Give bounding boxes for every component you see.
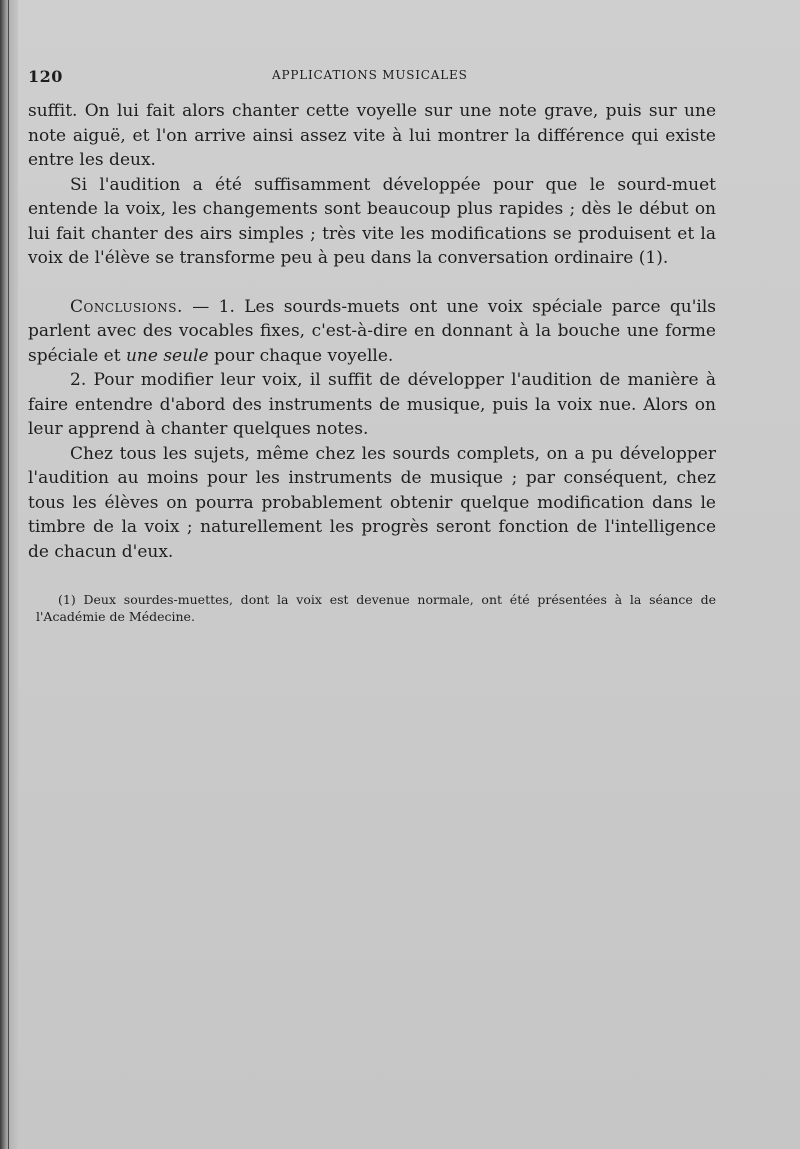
paragraph-conclusions xyxy=(28,295,716,369)
paragraph-5: Chez tous les sujets, même chez les sourds complets, on a pu développer l'audition au moins pour les instruments de musique ; par conséquent, chez tous les élèves on pourra probablement obtenir quelque modification dans le timbre de la voix ; naturellement les progrès seront fonction de l'intelligence de chacun d'eux. xyxy=(28,443,716,562)
footnote-text: (1) Deux sourdes-muettes, dont la voix est devenue normale, ont été présentées à la séance de l'Académie de Médecine. xyxy=(36,592,716,624)
running-title: APPLICATIONS MUSICALES xyxy=(272,68,468,82)
conclusions-italic: une seule xyxy=(125,345,209,366)
conclusions-text-after: pour chaque voyelle. xyxy=(208,345,394,366)
paragraph-2: Si l'audition a été suffisamment développée pour que le sourd-muet entende la voix, les changements sont beaucoup plus rapides ; dès le début on lui fait chanter des airs simples ; très vite les modifications se produisent et la voix de l'élève se transforme peu à peu dans la conversation ordinaire (1). xyxy=(28,174,716,268)
paragraph-1: suffit. On lui fait alors chanter cette voyelle sur une note grave, puis sur une note aiguë, et l'on arrive ainsi assez vite à lui montrer la différence qui existe entre les deux. xyxy=(28,101,716,170)
conclusions-label: Conclusions. xyxy=(70,296,183,317)
paragraph-4: 2. Pour modifier leur voix, il suffit de développer l'audition de manière à faire entendre d'abord des instruments de musique, puis la voix nue. Alors on leur apprend à chanter quelques notes. xyxy=(28,370,716,439)
footnote xyxy=(36,591,716,625)
page-number: 120 xyxy=(28,67,63,86)
page-header xyxy=(28,67,714,87)
conclusions-text-before: — 1. Les sourds-muets ont une voix spéciale parce qu'ils parlent avec des vocables fixes, c'est-à-dire en donnant à la bouche une forme spéciale et xyxy=(28,296,716,366)
body-text xyxy=(28,99,716,564)
page-binding-line xyxy=(8,0,9,1149)
page-binding-shadow xyxy=(0,0,18,1149)
